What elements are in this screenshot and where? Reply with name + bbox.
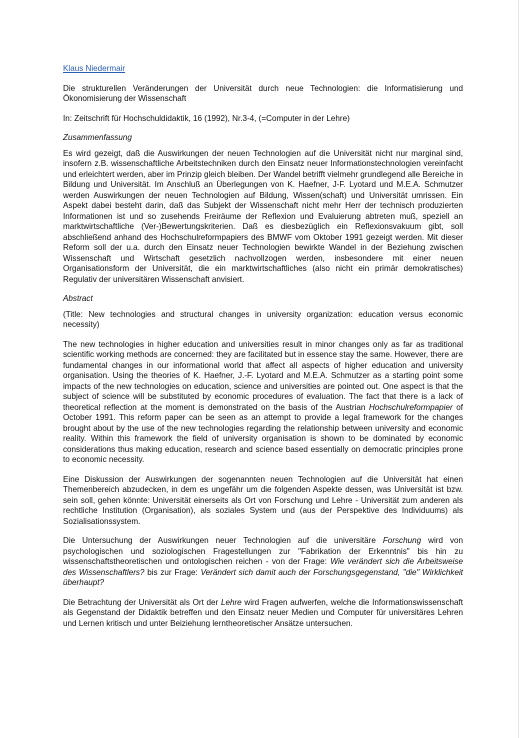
summary-text: Es wird gezeigt, daß die Auswirkungen der neuen Technologien auf die Universität nicht nur marginal sind, insofern z.B. wissenschaftliche Arbeitstechniken durch den Einsatz neuer Informationstechnologien vereinfacht und erleichtert werden, aber im Prinzip gleich bleiben. Der Wandel betrifft vielmehr grundlegend alle Bereiche in Bildung und Universität. Im Anschluß an Überlegungen von K. Haefner, J-F. Lyotard und M.E.A. Schmutzer werden Auswirkungen der neuen Technologien auf Bildung, Wissen(schaft) und Universität umrissen. Ein Aspekt dabei besteht darin, daß das Subjekt der Wissenschaft nicht mehr Herr der technisch produzierten Informationen ist und so zusehends Freiräume der Reflexion und Evaluierung abtreten muß, speziell an marktwirtschaftliche (Ver-)Bewertungskriterien. Daß es diesbezüglich ein Reflexionsvakuum gibt, soll abschließend anhand des Hochschulreformpapiers des BMWF vom Oktober 1991 gezeigt werden. Mit dieser Reform soll der u.a. durch den Einsatz neuer Technologien bewirkte Wandel in der Beziehung zwischen Wissenschaft und Wirtschaft gesetzlich nachvollzogen werden, insbesondere mit einer neuen Organisationsform der Universität, die ein marktwirtschaftliches (also nicht ein primär demokratisches) Regulativ der universitären Wissenschaft anvisiert. bbox=[63, 148, 463, 284]
abstract-text bbox=[63, 340, 463, 466]
para3-part-b: Lehre bbox=[220, 597, 242, 607]
body-paragraph-3 bbox=[63, 598, 463, 630]
para2-part-b: Forschung bbox=[382, 536, 422, 545]
paper-title: Die strukturellen Veränderungen der Universität durch neue Technologien: die Informatisierung und Ökonomisierung der Wissenschaft bbox=[63, 83, 463, 103]
abstract-text-part1: The new technologies in higher education and universities result in minor changes only as far as traditional scientific working methods are concerned: they are facilitated but in essence stay the same. However, there are fundamental changes in our informational world that affect all aspects of higher education and university organisation. Using the theories of K. Haefner, J.-F. Lyotard and M.E.A. Schmutzer as a starting point some impacts of the new technologies on education, science and universities are pointed out. One aspect is that the subject of science will be substituted by economic procedures of evaluation. The fact that there is a lack of theoretical reflection at the moment is demonstrated on the basis of the Austrian bbox=[63, 339, 463, 412]
abstract-text-italic: Hochschulreformpapier bbox=[368, 402, 453, 412]
abstract-heading: Abstract bbox=[63, 294, 93, 303]
author-link[interactable]: Klaus Niedermair bbox=[63, 64, 126, 73]
para2-part-f: Verändert sich damit auch der Forschungsgegenstand, "die" Wirklichkeit überhaupt? bbox=[63, 567, 463, 587]
para2-part-c: wird von psychologischen und soziologischen Fragestellungen zur "Fabrikation der Erkenntnis" bis hin zu wissenschaftstheoretischen und ontologischen reichen - von der Frage: bbox=[63, 536, 463, 566]
para3-part-a: Die Betrachtung der Universität als Ort der bbox=[63, 597, 221, 607]
citation: In: Zeitschrift für Hochschuldidaktik, 16 (1992), Nr.3-4, (=Computer in der Lehre) bbox=[63, 113, 350, 123]
body-paragraph-1: Eine Diskussion der Auswirkungen der sogenannten neuen Technologien auf die Universität hat einen Themenbereich abzudecken, in dem es ungefähr um die folgenden Aspekte dessen, was Universität ist bzw. sein soll, gehen könnte: Universität einerseits als Ort von Forschung und Lehre - Universität zum anderen als rechtliche Institution (Organisation), als soziales System und (aus der Perspektive des Individuums) als Sozialisationssystem. bbox=[63, 474, 463, 526]
para2-part-d: Wie verändert sich die Arbeitsweise des Wissenschaftlers? bbox=[63, 557, 463, 577]
document-content bbox=[63, 64, 463, 638]
para2-part-e: bis zur Frage: bbox=[144, 567, 201, 577]
abstract-title: (Title: New technologies and structural changes in university organization: education versus economic necessity) bbox=[63, 309, 463, 329]
summary-heading: Zusammenfassung bbox=[63, 133, 132, 142]
body-paragraph-2 bbox=[63, 536, 463, 589]
abstract-text-part2: of October 1991. This reform paper can be seen as an attempt to provide a legal framework for the changes brought about by the use of the new technologies regarding the relationship between university and economic reality. Within this framework the field of university organisation is shown to be dominated by economic considerations thus making education, research and science based essentially on democratic principles prone to economic necessity. bbox=[63, 402, 464, 464]
para3-part-c: wird Fragen aufwerfen, welche die Informationswissenschaft als Gegenstand der Didaktik betreffen und den Einsatz neuer Medien und Computer für universitäres Lehren und Lernen kritisch und unter Beiziehung lerntheoretischer Ansätze untersuchen. bbox=[63, 597, 464, 628]
para2-part-a: Die Untersuchung der Auswirkungen neuer Technologien auf die universitäre bbox=[63, 536, 383, 545]
